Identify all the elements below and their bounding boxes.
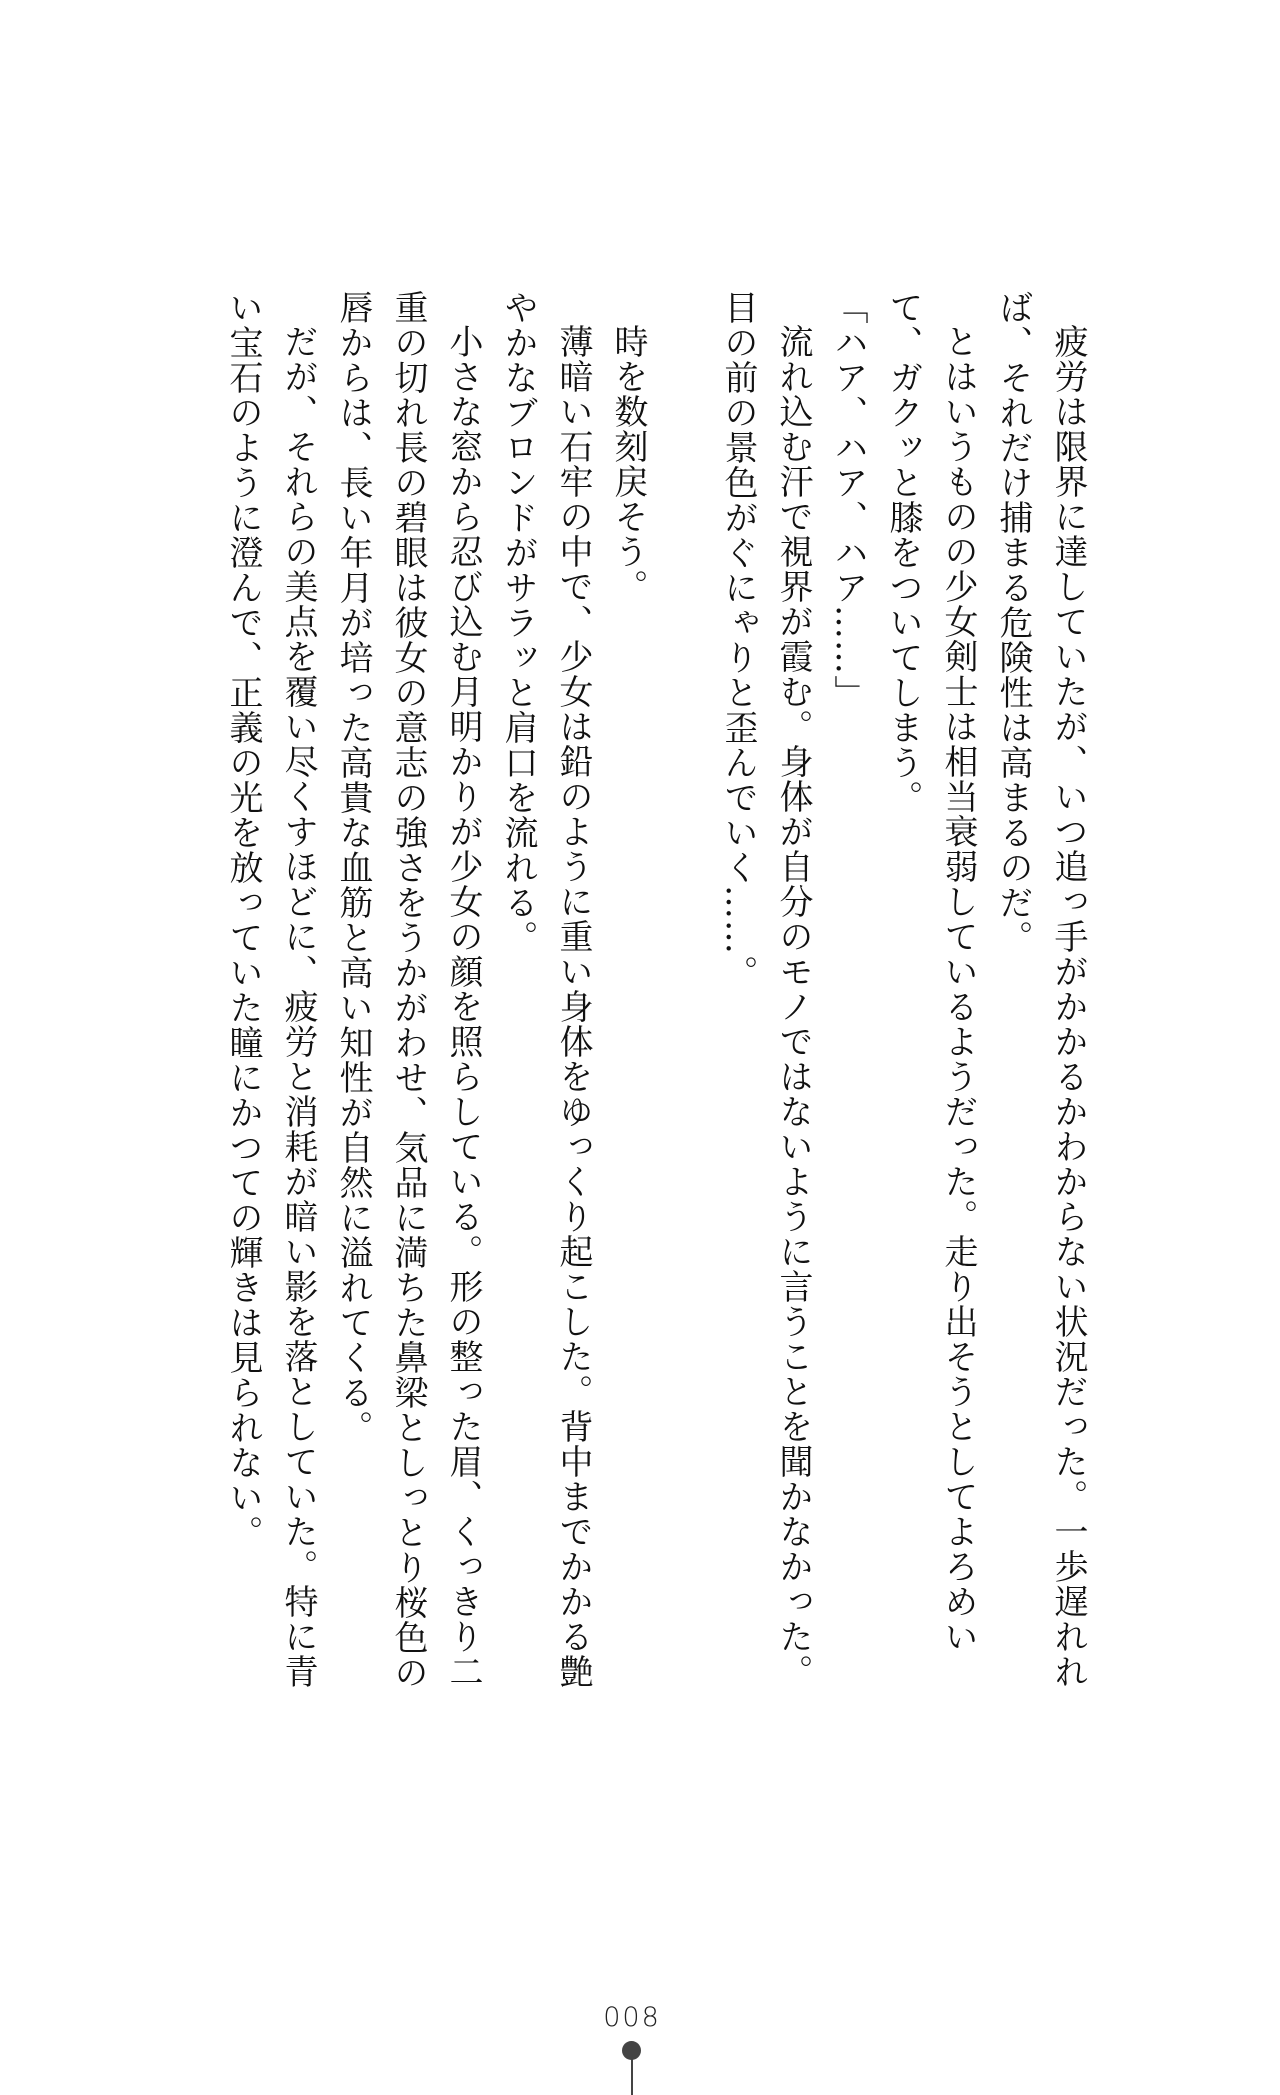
page-marker-line [631, 2050, 633, 2095]
paragraph: 小さな窓から忍び込む月明かりが少女の顔を照らしている。形の整った眉、くっきり二重の切れ長の碧眼は彼女の意志の強さをうかがわせ、気品に満ちた鼻梁としっとり桜色の唇からは、長い年月が培った高貴な血筋と高い知性が自然に溢れてくる。 [333, 290, 483, 1690]
paragraph: だが、それらの美点を覆い尽くすほどに、疲労と消耗が暗い影を落としていた。特に青い宝石のように澄んで、正義の光を放っていた瞳にかつての輝きは見られない。 [223, 290, 318, 1689]
vertical-text-body [160, 290, 1095, 1695]
page-number: 008 [603, 2002, 661, 2033]
scene-break [655, 290, 710, 1695]
paragraph: とはいうものの少女剣士は相当衰弱しているようだった。走り出そうとしてよろめいて、ガクッと膝をついてしまう。 [883, 290, 978, 1654]
paragraph: 疲労は限界に達していたが、いつ追っ手がかかるかわからない状況だった。一歩遅れれば、それだけ捕まる危険性は高まるのだ。 [993, 290, 1088, 1689]
paragraph: 流れ込む汗で視界が霞む。身体が自分のモノではないように言うことを聞かなかった。目の前の景色がぐにゃりと歪んでいく……。 [718, 290, 813, 1689]
paragraph: 時を数刻戻そう。 [608, 324, 648, 604]
paragraph: 薄暗い石牢の中で、少女は鉛のように重い身体をゆっくり起こした。背中までかかる艶やかなブロンドがサラッと肩口を流れる。 [498, 290, 593, 1689]
dialogue-paragraph: 「ハア、ハア、ハア……」 [828, 290, 868, 710]
